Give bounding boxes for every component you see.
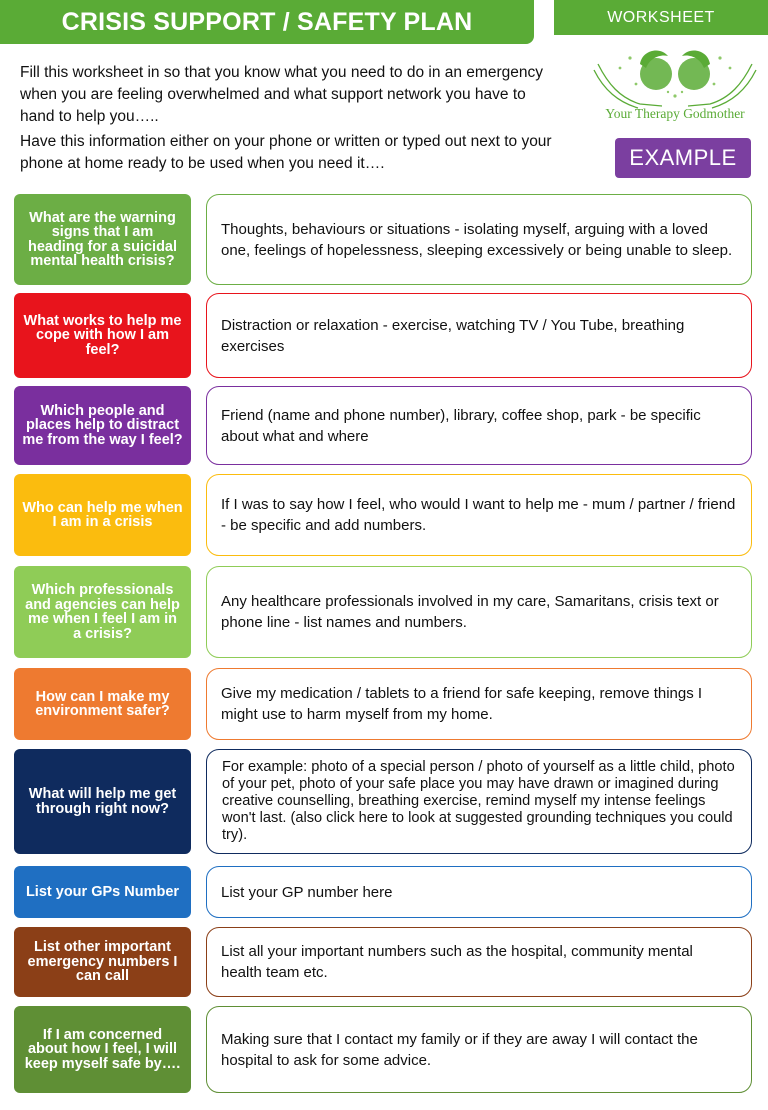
question-people-places: Which people and places help to distract me from the way I feel? <box>14 386 191 465</box>
example-badge: EXAMPLE <box>615 138 751 178</box>
question-professionals: Which professionals and agencies can help me when I feel I am in a crisis? <box>14 566 191 658</box>
intro-paragraph-2: Have this information either on your phone or written or typed out next to your phone at home ready to be used when you need it…. <box>20 133 552 172</box>
intro-paragraph-1: Fill this worksheet in so that you know what you need to do in an emergency when you are feeling overwhelmed and what support network you have to hand to help you….. <box>20 64 543 125</box>
answer-get-through[interactable]: For example: photo of a special person / photo of yourself as a little child, photo of your pet, photo of your safe place you may have drawn or imagined during creative counselling, breathing exercise, remind myself my intense feelings won't last. (also click here to look at suggested grounding techniques you could try). <box>206 749 752 854</box>
question-gp-number: List your GPs Number <box>14 866 191 918</box>
answer-coping[interactable]: Distraction or relaxation - exercise, watching TV / You Tube, breathing exercises <box>206 293 752 378</box>
answer-people-places[interactable]: Friend (name and phone number), library, coffee shop, park - be specific about what and where <box>206 386 752 465</box>
question-keep-safe: If I am concerned about how I feel, I will keep myself safe by…. <box>14 1006 191 1093</box>
answer-keep-safe[interactable]: Making sure that I contact my family or if they are away I will contact the hospital to ask for some advice. <box>206 1006 752 1093</box>
question-environment-safer: How can I make my environment safer? <box>14 668 191 740</box>
answer-professionals[interactable]: Any healthcare professionals involved in my care, Samaritans, crisis text or phone line - list names and numbers. <box>206 566 752 658</box>
question-who-can-help: Who can help me when I am in a crisis <box>14 474 191 556</box>
answer-gp-number[interactable]: List your GP number here <box>206 866 752 918</box>
answer-emergency-numbers[interactable]: List all your important numbers such as the hospital, community mental health team etc. <box>206 927 752 997</box>
question-get-through: What will help me get through right now? <box>14 749 191 854</box>
answer-who-can-help[interactable]: If I was to say how I feel, who would I want to help me - mum / partner / friend - be specific and add numbers. <box>206 474 752 556</box>
page-title: CRISIS SUPPORT / SAFETY PLAN <box>0 0 534 44</box>
answer-environment-safer[interactable]: Give my medication / tablets to a friend for safe keeping, remove things I might use to harm myself from my home. <box>206 668 752 740</box>
answer-warning-signs[interactable]: Thoughts, behaviours or situations - isolating myself, arguing with a loved one, feelings of hopelessness, sleeping excessively or being unable to sleep. <box>206 194 752 285</box>
question-emergency-numbers: List other important emergency numbers I can call <box>14 927 191 997</box>
logo-text: Your Therapy Godmother <box>605 106 745 121</box>
worksheet-tag: WORKSHEET <box>554 0 768 35</box>
question-warning-signs: What are the warning signs that I am heading for a suicidal mental health crisis? <box>14 194 191 285</box>
question-coping: What works to help me cope with how I am feel? <box>14 293 191 378</box>
